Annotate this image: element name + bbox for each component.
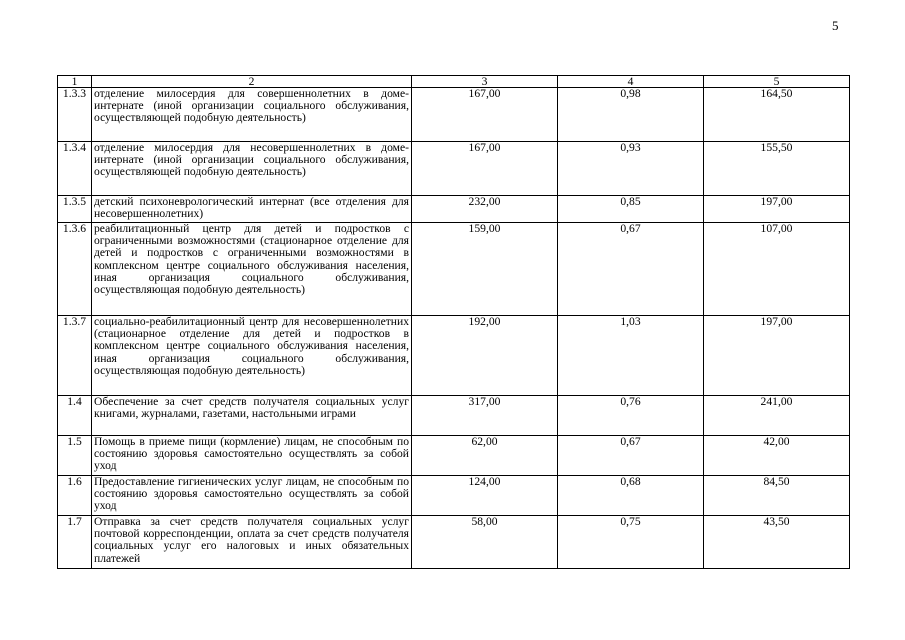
- row-value-col5: 84,50: [704, 476, 850, 516]
- header-cell: 2: [92, 76, 412, 88]
- row-value-col4: 0,93: [558, 142, 704, 196]
- table-row: [58, 436, 850, 476]
- row-value-col5: 155,50: [704, 142, 850, 196]
- row-code: 1.3.5: [58, 196, 92, 223]
- row-value-col3: 167,00: [412, 142, 558, 196]
- row-value-col5: 197,00: [704, 196, 850, 223]
- row-code: 1.3.3: [58, 88, 92, 142]
- row-code: 1.3.6: [58, 223, 92, 316]
- table-row: [58, 516, 850, 569]
- table-row: [58, 142, 850, 196]
- row-description: Отправка за счет средств получателя социальных услуг почтовой корреспонденции, оплата за счет средств получателя социальных услуг его налоговых и иных обязательных платежей: [92, 516, 412, 569]
- row-value-col5: 197,00: [704, 316, 850, 396]
- table-row: [58, 396, 850, 436]
- row-code: 1.5: [58, 436, 92, 476]
- row-description: социально-реабилитационный центр для несовершеннолетних (стационарное отделение для детей и подростков в комплексном центре социального обслуживания населения, иная организация социального обслуживания, осуществляющая подобную деятельность): [92, 316, 412, 396]
- row-description: Обеспечение за счет средств получателя социальных услуг книгами, журналами, газетами, настольными играми: [92, 396, 412, 436]
- row-value-col4: 0,67: [558, 223, 704, 316]
- row-description: отделение милосердия для совершеннолетних в доме-интернате (иной организации социального обслуживания, осуществляющей подобную деятельность): [92, 88, 412, 142]
- row-code: 1.7: [58, 516, 92, 569]
- header-cell: 1: [58, 76, 92, 88]
- row-description: детский психоневрологический интернат (все отделения для несовершеннолетних): [92, 196, 412, 223]
- row-value-col3: 62,00: [412, 436, 558, 476]
- row-value-col3: 167,00: [412, 88, 558, 142]
- table-row: [58, 196, 850, 223]
- row-value-col5: 164,50: [704, 88, 850, 142]
- row-value-col3: 192,00: [412, 316, 558, 396]
- row-value-col4: 0,67: [558, 436, 704, 476]
- page-number: 5: [832, 18, 839, 33]
- table-row: [58, 88, 850, 142]
- header-cell: 3: [412, 76, 558, 88]
- table-row: [58, 476, 850, 516]
- table-header-row: [58, 76, 850, 88]
- row-value-col3: 159,00: [412, 223, 558, 316]
- row-code: 1.3.4: [58, 142, 92, 196]
- row-value-col4: 0,75: [558, 516, 704, 569]
- row-code: 1.3.7: [58, 316, 92, 396]
- row-value-col4: 0,68: [558, 476, 704, 516]
- row-value-col4: 0,85: [558, 196, 704, 223]
- header-cell: 4: [558, 76, 704, 88]
- table-row: [58, 223, 850, 316]
- row-value-col5: 241,00: [704, 396, 850, 436]
- row-value-col3: 317,00: [412, 396, 558, 436]
- row-value-col3: 124,00: [412, 476, 558, 516]
- row-value-col4: 0,76: [558, 396, 704, 436]
- row-value-col3: 58,00: [412, 516, 558, 569]
- row-code: 1.6: [58, 476, 92, 516]
- row-value-col5: 42,00: [704, 436, 850, 476]
- row-description: отделение милосердия для несовершеннолетних в доме-интернате (иной организации социального обслуживания, осуществляющей подобную деятельность): [92, 142, 412, 196]
- header-cell: 5: [704, 76, 850, 88]
- row-value-col5: 43,50: [704, 516, 850, 569]
- row-value-col5: 107,00: [704, 223, 850, 316]
- row-description: реабилитационный центр для детей и подростков с ограниченными возможностями (стационарное отделение для детей и подростков с ограниченными возможностями в комплексном центре социального обслуживания населения, иная организация социального обслуживания, осуществляющая подобную деятельность): [92, 223, 412, 316]
- row-description: Помощь в приеме пищи (кормление) лицам, не способным по состоянию здоровья самостоятельно осуществлять за собой уход: [92, 436, 412, 476]
- row-value-col3: 232,00: [412, 196, 558, 223]
- row-code: 1.4: [58, 396, 92, 436]
- row-description: Предоставление гигиенических услуг лицам, не способным по состоянию здоровья самостоятельно осуществлять за собой уход: [92, 476, 412, 516]
- table-row: [58, 316, 850, 396]
- row-value-col4: 0,98: [558, 88, 704, 142]
- row-value-col4: 1,03: [558, 316, 704, 396]
- rates-table: [57, 75, 850, 569]
